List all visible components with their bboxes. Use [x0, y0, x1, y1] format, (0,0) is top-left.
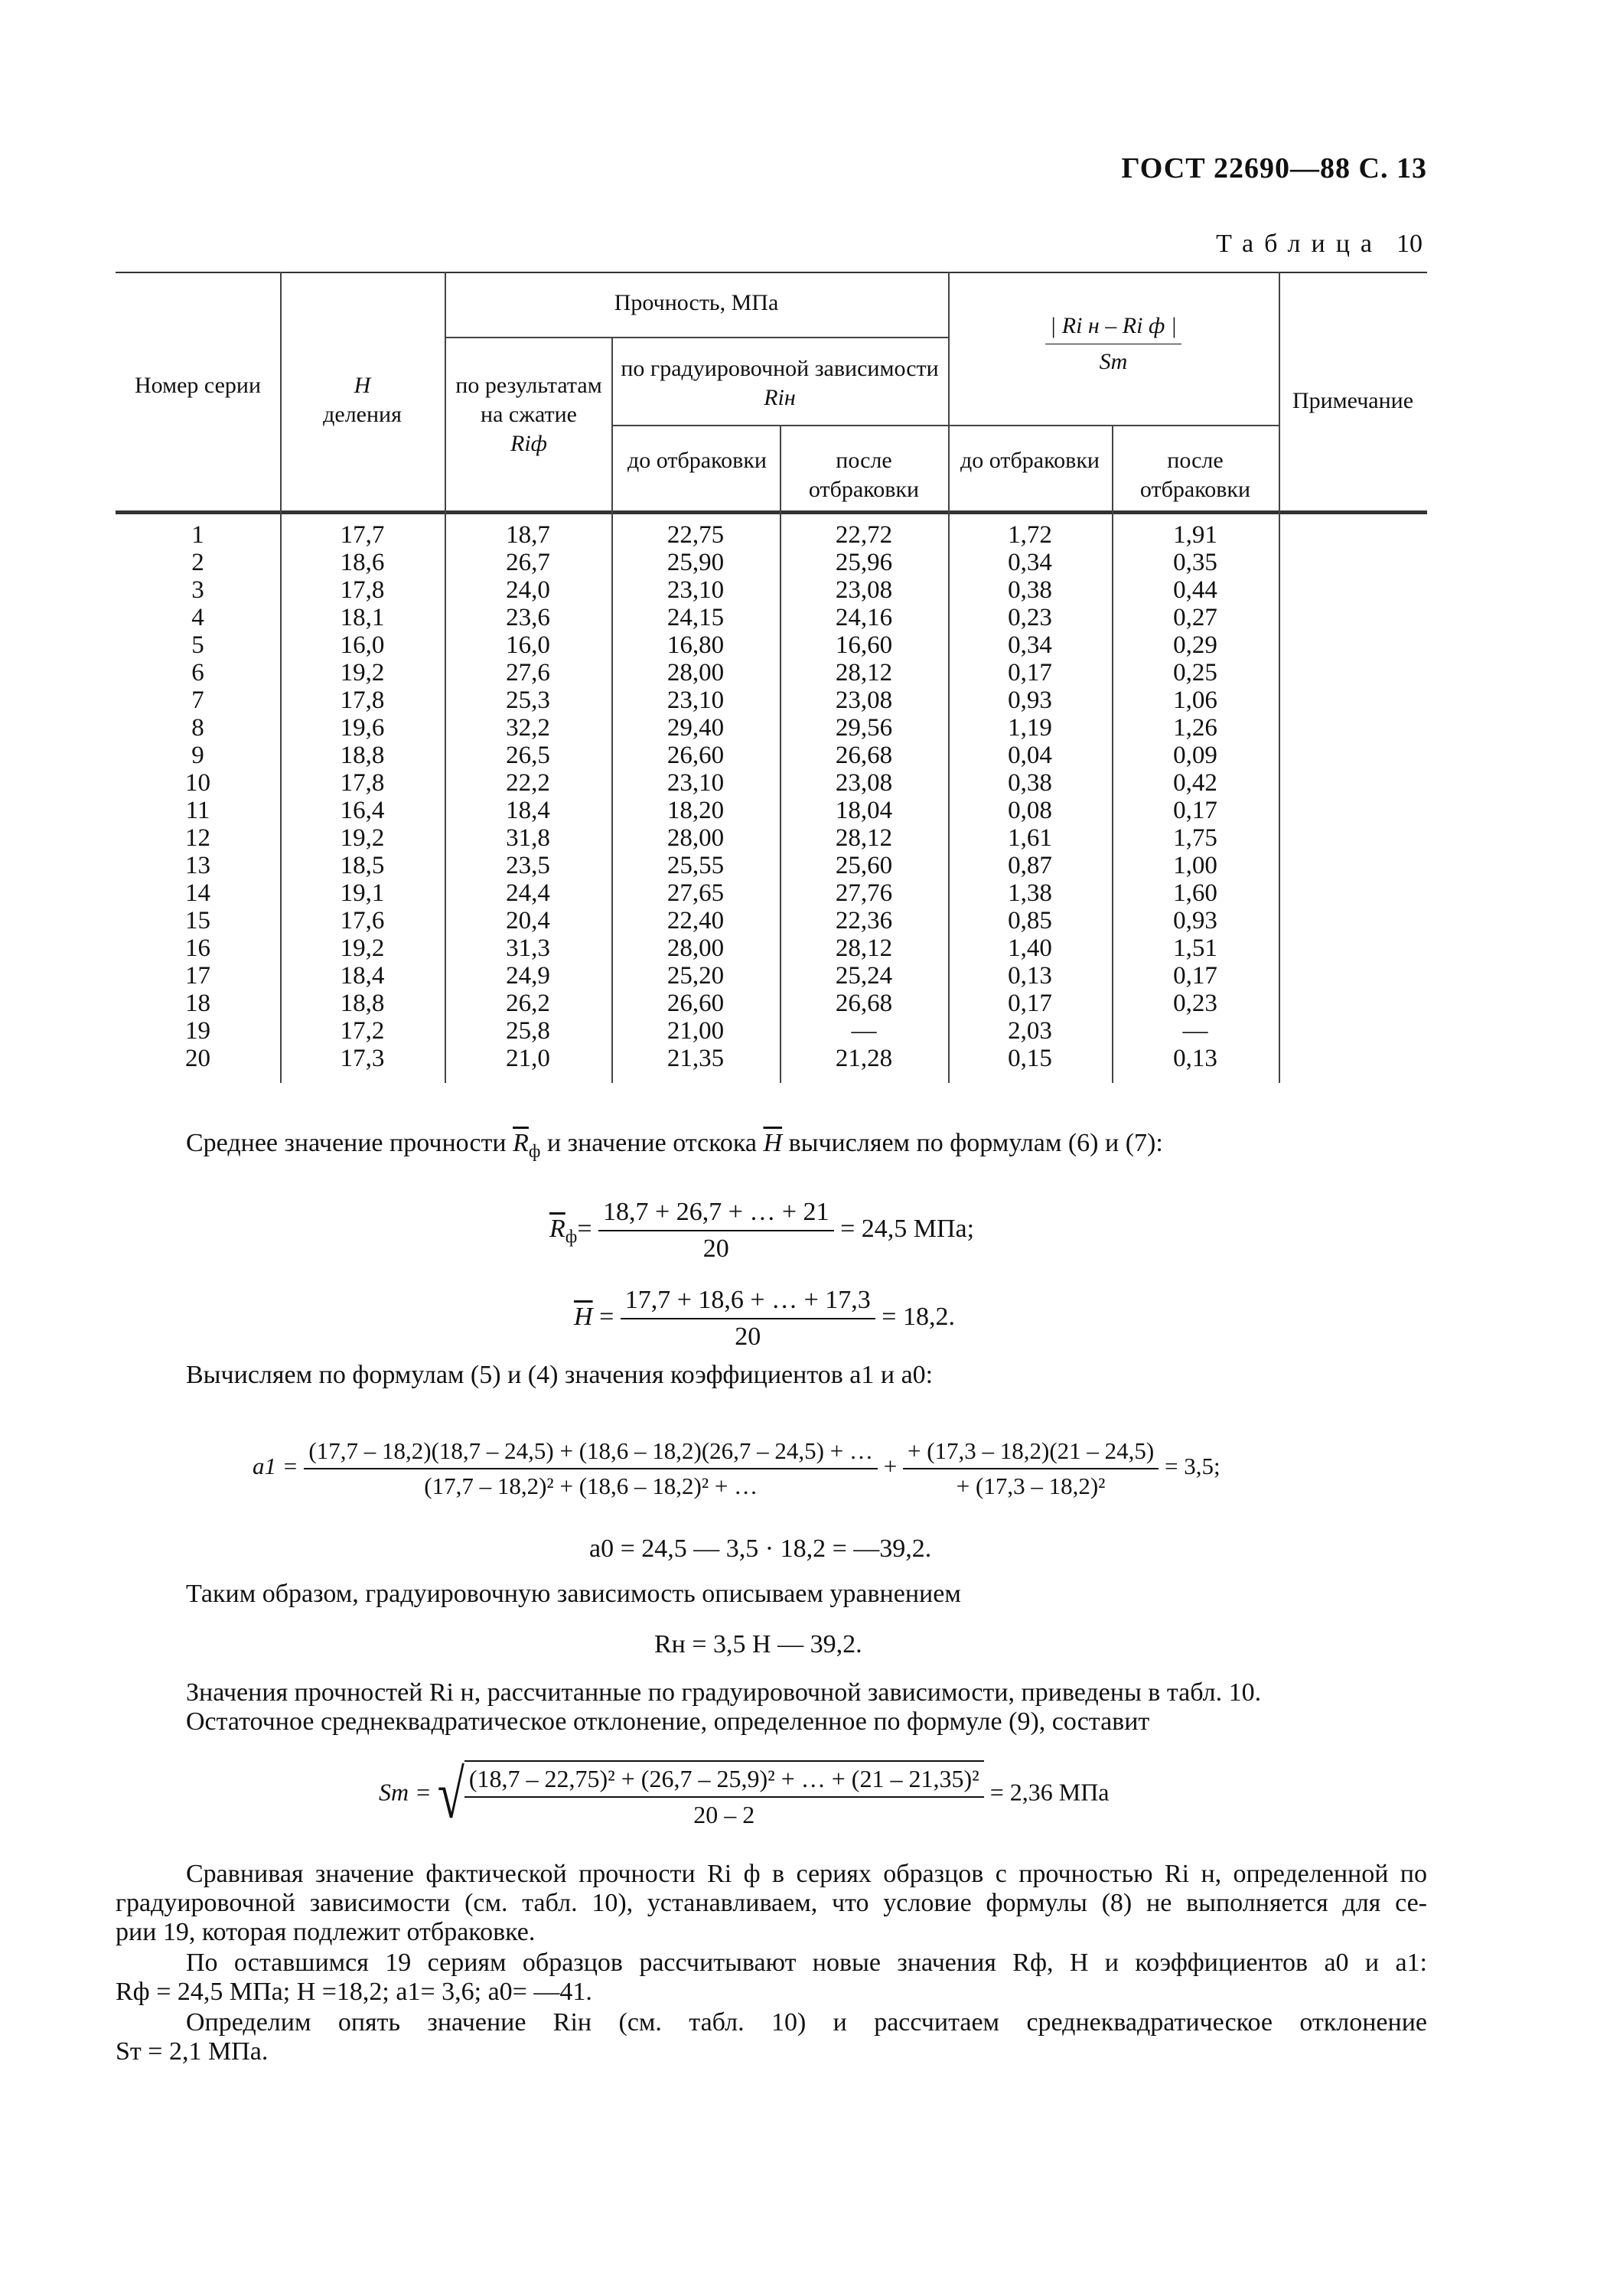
table-cell: 26,60: [666, 990, 725, 1017]
table-cell: —: [851, 1017, 877, 1045]
table-cell: 24,0: [506, 576, 550, 604]
table-cell: 19,2: [340, 934, 385, 962]
header-h: [280, 371, 445, 429]
col-series: [116, 521, 280, 1072]
header-before-1: до отбраковки: [627, 448, 767, 473]
table-cell: 25,96: [835, 549, 893, 576]
header-series-no: Номер серии: [135, 373, 261, 398]
formula-rf-symbol: $\overline{R}$: [549, 1214, 565, 1243]
table-cell: 0,34: [1008, 631, 1052, 659]
table-cell: 1,51: [1173, 934, 1217, 962]
table-cell: 18,7: [506, 521, 550, 549]
table-cell: 26,68: [835, 742, 893, 769]
table-cell: 1,72: [1008, 521, 1052, 549]
table-cell: 23,08: [835, 576, 893, 604]
formula-rf-subscript: ф: [565, 1227, 578, 1247]
table-cell: 23,08: [835, 769, 893, 797]
table-cell: 17,8: [340, 687, 385, 714]
header-by-compression: [452, 371, 605, 458]
table-cell: 18,04: [835, 797, 893, 824]
header-after-1: после отбраковки: [808, 448, 920, 502]
a1-lhs: a1 =: [253, 1453, 298, 1480]
table-cell: 1,75: [1173, 824, 1217, 852]
header-strength: Прочность, МПа: [614, 290, 779, 315]
paragraph-line: Rф = 24,5 МПа; H =18,2; a1= 3,6; a0= —41.: [116, 1978, 592, 2006]
table-cell: 28,12: [835, 934, 893, 962]
table-cell: 0,08: [1008, 797, 1052, 824]
col-h: [280, 521, 445, 1072]
table-cell: 0,44: [1173, 576, 1217, 604]
table-cell: 8: [191, 714, 204, 742]
table-cell: 20: [185, 1045, 210, 1072]
table-cell: 17,8: [340, 576, 385, 604]
table-cell: 1,91: [1173, 521, 1217, 549]
table-cell: 16,0: [340, 631, 385, 659]
paragraph-mean-intro: [186, 1129, 1163, 1166]
a1-numerator-1: (17,7 – 18,2)(18,7 – 24,5) + (18,6 – 18,2)(26,7 – 24,5) + …: [304, 1437, 878, 1469]
text-fragment: Среднее значение прочности: [186, 1129, 513, 1157]
table-cell: 24,16: [835, 604, 893, 631]
table-cell: 0,42: [1173, 769, 1217, 797]
table-cell: 21,35: [666, 1045, 725, 1072]
table-cell: 17,3: [340, 1045, 385, 1072]
table-cell: 19: [185, 1017, 210, 1045]
table-cell: 1,26: [1173, 714, 1217, 742]
table-cell: 18,6: [340, 549, 385, 576]
text-fragment: и значение отскока: [540, 1129, 764, 1157]
table-cell: 28,00: [666, 934, 725, 962]
table-cell: 23,10: [666, 687, 725, 714]
table-cell: 20,4: [506, 907, 550, 934]
table-cell: 17: [185, 962, 210, 990]
table-cell: 26,5: [506, 742, 550, 769]
table-cell: 28,00: [666, 659, 725, 687]
col-r-in-after: [780, 521, 948, 1072]
table-cell: 2: [191, 549, 204, 576]
table-cell: 16: [185, 934, 210, 962]
col-r-in-before: [611, 521, 780, 1072]
header-after-2: после отбраковки: [1139, 448, 1251, 502]
table-cell: 0,09: [1173, 742, 1217, 769]
table-cell: 0,17: [1173, 797, 1217, 824]
col-ratio-before: [948, 521, 1112, 1072]
table-cell: 0,23: [1173, 990, 1217, 1017]
table-cell: 26,7: [506, 549, 550, 576]
table-cell: 0,38: [1008, 769, 1052, 797]
table-cell: 0,93: [1008, 687, 1052, 714]
table-cell: 1,40: [1008, 934, 1052, 962]
table-cell: 13: [185, 852, 210, 879]
table-cell: 0,13: [1008, 962, 1052, 990]
table-cell: 0,85: [1008, 907, 1052, 934]
formula-result: = 24,5 МПа;: [840, 1214, 975, 1243]
st-denominator: 20 – 2: [693, 1801, 755, 1828]
table-cell: 0,17: [1008, 659, 1052, 687]
header-by-compression-symbol: Riф: [510, 431, 547, 456]
table-cell: 18,4: [340, 962, 385, 990]
table-cell: 1,38: [1008, 879, 1052, 907]
table-cell: 21,0: [506, 1045, 550, 1072]
page-header: ГОСТ 22690—88 С. 13: [1121, 152, 1427, 184]
table-cell: 19,2: [340, 659, 385, 687]
col-ratio-after: [1112, 521, 1279, 1072]
table-cell: 22,75: [666, 521, 725, 549]
table-cell: 27,76: [835, 879, 893, 907]
table-cell: 23,6: [506, 604, 550, 631]
paragraph-thus: Таким образом, градуировочную зависимость описываем уравнением: [186, 1580, 961, 1608]
paragraph-residual: Остаточное среднеквадратическое отклонение, определенное по формуле (9), составит: [186, 1707, 1150, 1736]
table-cell: 18,20: [666, 797, 725, 824]
table-cell: 10: [185, 769, 210, 797]
table-cell: 19,2: [340, 824, 385, 852]
paragraph-line: градуировочной зависимости (см. табл. 10), устанавливаем, что условие формулы (8) не выполняется для се-: [116, 1889, 1427, 1917]
table-cell: 1,60: [1173, 879, 1217, 907]
header-h-symbol: H: [354, 373, 371, 398]
table-cell: 0,93: [1173, 907, 1217, 934]
table-cell: 0,04: [1008, 742, 1052, 769]
paragraph-comparison: [116, 1860, 1427, 1947]
st-numerator: (18,7 – 22,75)² + (26,7 – 25,9)² + … + (21 – 21,35)²: [464, 1765, 984, 1798]
a1-numerator-2: + (17,3 – 18,2)(21 – 24,5): [903, 1437, 1159, 1469]
table-cell: 31,3: [506, 934, 550, 962]
paragraph-line: Сравнивая значение фактической прочности Ri ф в сериях образцов с прочностью Ri н, определенной по: [186, 1860, 1427, 1888]
formula-rn: Rн = 3,5 H — 39,2.: [654, 1630, 862, 1658]
table-cell: 21,28: [835, 1045, 893, 1072]
a1-result: = 3,5;: [1165, 1453, 1221, 1480]
table-cell: 1,61: [1008, 824, 1052, 852]
paragraph-line: рии 19, которая подлежит отбраковке.: [116, 1918, 536, 1946]
header-h-unit: деления: [323, 402, 402, 427]
paragraph-remaining: [116, 1949, 1427, 2007]
formula-a1: [253, 1437, 1221, 1500]
paragraph-line: По оставшимся 19 сериям образцов рассчитывают новые значения Rф, H и коэффициентов a0 и a1:: [186, 1949, 1427, 1977]
sqrt-icon: √: [437, 1756, 464, 1832]
formula-denominator: 20: [735, 1322, 761, 1351]
table-cell: 31,8: [506, 824, 550, 852]
a1-plus: +: [883, 1453, 898, 1480]
table-cell: 22,36: [835, 907, 893, 934]
table-cell: 5: [191, 631, 204, 659]
table-cell: —: [1182, 1017, 1208, 1045]
table-cell: 26,60: [666, 742, 725, 769]
text-fragment: вычисляем по формулам (6) и (7):: [782, 1129, 1163, 1157]
table-cell: 6: [191, 659, 204, 687]
table-cell: 15: [185, 907, 210, 934]
table-cell: 0,34: [1008, 549, 1052, 576]
table-cell: 27,6: [506, 659, 550, 687]
table-cell: 16,60: [835, 631, 893, 659]
h-symbol: $\overline{H}$: [763, 1129, 783, 1157]
header-by-calibration: [611, 354, 948, 413]
col-r-if: [445, 521, 611, 1072]
table-cell: 28,00: [666, 824, 725, 852]
header-by-calibration-symbol: Riн: [764, 385, 796, 410]
header-ratio-numerator: | Ri н – Ri ф |: [1050, 313, 1177, 338]
table-cell: 16,4: [340, 797, 385, 824]
formula-denominator: 20: [702, 1234, 729, 1263]
table-cell: 19,1: [340, 879, 385, 907]
table-cell: 18,4: [506, 797, 550, 824]
table-cell: 0,87: [1008, 852, 1052, 879]
table-cell: 27,65: [666, 879, 725, 907]
table-cell: 26,2: [506, 990, 550, 1017]
table-cell: 0,13: [1173, 1045, 1217, 1072]
table-cell: 23,10: [666, 769, 725, 797]
table-cell: 22,2: [506, 769, 550, 797]
header-by-compression-label: по результатам на сжатие: [455, 373, 602, 427]
header-note: Примечание: [1292, 388, 1414, 413]
table-cell: 19,6: [340, 714, 385, 742]
table-cell: 25,8: [506, 1017, 550, 1045]
table-cell: 23,08: [835, 687, 893, 714]
table-cell: 1: [191, 521, 204, 549]
a1-denominator-1: (17,7 – 18,2)² + (18,6 – 18,2)² + …: [424, 1473, 758, 1499]
table-cell: 2,03: [1008, 1017, 1052, 1045]
st-result: = 2,36 МПа: [989, 1778, 1110, 1806]
table-cell: 16,0: [506, 631, 550, 659]
table-caption-number: 10: [1396, 230, 1423, 258]
formula-mean-strength: $\overline{R}_ф=$ $\frac{18,7 + 26,7 + \dots + 21}{20}$ = 24,5 МПа;: [549, 1198, 975, 1263]
formula-st: [379, 1756, 1110, 1832]
header-ratio-denominator: Sт: [1099, 349, 1128, 374]
header-by-calibration-label: по градуировочной зависимости: [621, 356, 939, 381]
table-header-rule: [116, 510, 1427, 514]
table-cell: 11: [185, 797, 210, 824]
rf-subscript: ф: [528, 1141, 541, 1162]
table-cell: 0,27: [1173, 604, 1217, 631]
table-cell: 17,2: [340, 1017, 385, 1045]
table-caption: [1216, 230, 1423, 259]
table-cell: 25,55: [666, 852, 725, 879]
table-cell: 28,12: [835, 659, 893, 687]
table-cell: 9: [191, 742, 204, 769]
formula-a0: a0 = 24,5 — 3,5 · 18,2 = —39,2.: [589, 1534, 932, 1563]
table-cell: 0,17: [1008, 990, 1052, 1017]
table-cell: 14: [185, 879, 210, 907]
header-before-2: до отбраковки: [960, 448, 1100, 473]
paragraph-line: Определим опять значение Riн (см. табл. 10) и рассчитаем среднеквадратическое отклонение: [186, 2008, 1427, 2037]
table-cell: 29,56: [835, 714, 893, 742]
table-cell: 18: [185, 990, 210, 1017]
table-cell: 22,72: [835, 521, 893, 549]
table-cell: 12: [185, 824, 210, 852]
table-cell: 28,12: [835, 824, 893, 852]
formula-numerator: 18,7 + 26,7 + … + 21: [598, 1198, 834, 1231]
table-cell: 29,40: [666, 714, 725, 742]
table-cell: 25,3: [506, 687, 550, 714]
table-cell: 4: [191, 604, 204, 631]
paragraph-values: Значения прочностей Ri н, рассчитанные по градуировочной зависимости, приведены в табл. 10.: [186, 1678, 1262, 1707]
a1-denominator-2: + (17,3 – 18,2)²: [956, 1473, 1106, 1499]
table-cell: 17,6: [340, 907, 385, 934]
st-lhs: Sт =: [379, 1778, 432, 1806]
formula-mean-rebound: $\overline{H}$ = $\frac{17,7 + 18,6 + \dots + 17,3}{20}$ = 18,2.: [574, 1286, 955, 1351]
table-cell: 1,00: [1173, 852, 1217, 879]
table-cell: 23,10: [666, 576, 725, 604]
table-cell: 26,68: [835, 990, 893, 1017]
table-cell: 0,38: [1008, 576, 1052, 604]
table-cell: 0,25: [1173, 659, 1217, 687]
table-cell: 24,9: [506, 962, 550, 990]
table-cell: 3: [191, 576, 204, 604]
table-cell: 0,35: [1173, 549, 1217, 576]
table-cell: 0,23: [1008, 604, 1052, 631]
formula-numerator: 17,7 + 18,6 + … + 17,3: [621, 1286, 875, 1319]
table-cell: 32,2: [506, 714, 550, 742]
table-cell: 1,06: [1173, 687, 1217, 714]
table-cell: 25,20: [666, 962, 725, 990]
table-cell: 22,40: [666, 907, 725, 934]
table-cell: 23,5: [506, 852, 550, 879]
table-cell: 25,60: [835, 852, 893, 879]
paragraph-line: Sт = 2,1 МПа.: [116, 2037, 269, 2066]
table-cell: 18,8: [340, 990, 385, 1017]
table-cell: 0,29: [1173, 631, 1217, 659]
table-cell: 24,4: [506, 879, 550, 907]
paragraph-repeat: [116, 2008, 1427, 2066]
table-cell: 17,7: [340, 521, 385, 549]
table-cell: 25,24: [835, 962, 893, 990]
table-cell: 7: [191, 687, 204, 714]
table-cell: 18,8: [340, 742, 385, 769]
table-cell: 18,5: [340, 852, 385, 879]
table-cell: 16,80: [666, 631, 725, 659]
table-cell: 17,8: [340, 769, 385, 797]
table-cell: 25,90: [666, 549, 725, 576]
table-caption-word: Таблица: [1216, 230, 1383, 258]
rf-symbol: $\overline{R}$: [513, 1129, 529, 1157]
table-cell: 0,15: [1008, 1045, 1052, 1072]
table-cell: 24,15: [666, 604, 725, 631]
table-cell: 21,00: [666, 1017, 725, 1045]
formula-result: = 18,2.: [882, 1302, 955, 1331]
formula-h-symbol: $\overline{H}$: [574, 1302, 593, 1331]
table-cell: 0,17: [1173, 962, 1217, 990]
table-cell: 18,1: [340, 604, 385, 631]
header-ratio: [948, 311, 1279, 377]
paragraph-coefficients: Вычисляем по формулам (5) и (4) значения коэффициентов a1 и a0:: [186, 1361, 934, 1389]
table-cell: 1,19: [1008, 714, 1052, 742]
table-top-rule: [116, 272, 1427, 273]
